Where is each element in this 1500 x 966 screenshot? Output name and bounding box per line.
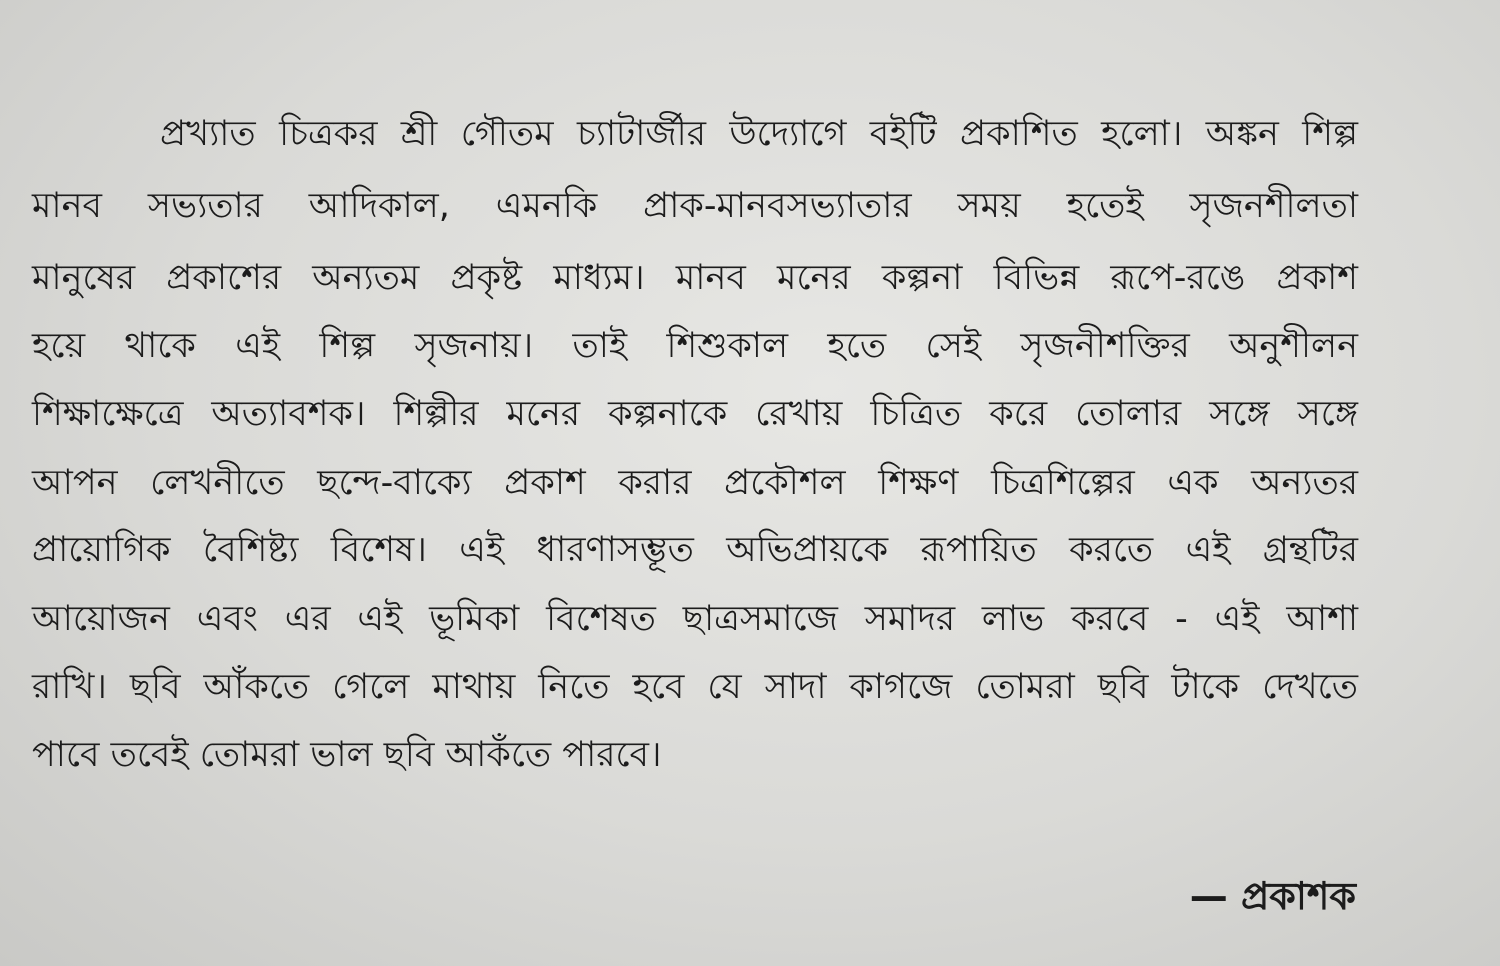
publisher-signature: — প্রকাশক xyxy=(1189,874,1356,918)
paragraph-line: শিক্ষাক্ষেত্রে অত্যাবশক। শিল্পীর মনের কল্পনাকে রেখায় চিত্রিত করে তোলার সঙ্গে সঙ্গে xyxy=(32,394,1358,434)
paragraph-line: প্রখ্যাত চিত্রকর শ্রী গৌতম চ্যাটার্জীর উদ্যোগে বইটি প্রকাশিত হলো। অঙ্কন শিল্প xyxy=(160,114,1358,154)
paragraph-line: মানব সভ্যতার আদিকাল, এমনকি প্রাক-মানবসভ্যাতার সময় হতেই সৃজনশীলতা xyxy=(32,186,1358,226)
paragraph-line: আপন লেখনীতে ছন্দে-বাক্যে প্রকাশ করার প্রকৌশল শিক্ষণ চিত্রশিল্পের এক অন্যতর xyxy=(32,463,1358,503)
paragraph-line: আয়োজন এবং এর এই ভূমিকা বিশেষত ছাত্রসমাজে সমাদর লাভ করবে - এই আশা xyxy=(32,599,1358,639)
paragraph-line: রাখি। ছবি আঁকতে গেলে মাথায় নিতে হবে যে সাদা কাগজে তোমরা ছবি টাকে দেখতে xyxy=(32,667,1358,707)
paragraph-line: মানুষের প্রকাশের অন্যতম প্রকৃষ্ট মাধ্যম। মানব মনের কল্পনা বিভিন্ন রূপে-রঙে প্রকাশ xyxy=(32,258,1358,298)
paragraph-line: পাবে তবেই তোমরা ভাল ছবি আকঁতে পারবে। xyxy=(32,735,662,775)
paragraph-line: প্রায়োগিক বৈশিষ্ট্য বিশেষ। এই ধারণাসম্ভূত অভিপ্রায়কে রূপায়িত করতে এই গ্রন্থটির xyxy=(32,530,1358,570)
paragraph-line: হয়ে থাকে এই শিল্প সৃজনায়। তাই শিশুকাল হতে সেই সৃজনীশক্তির অনুশীলন xyxy=(32,326,1358,366)
